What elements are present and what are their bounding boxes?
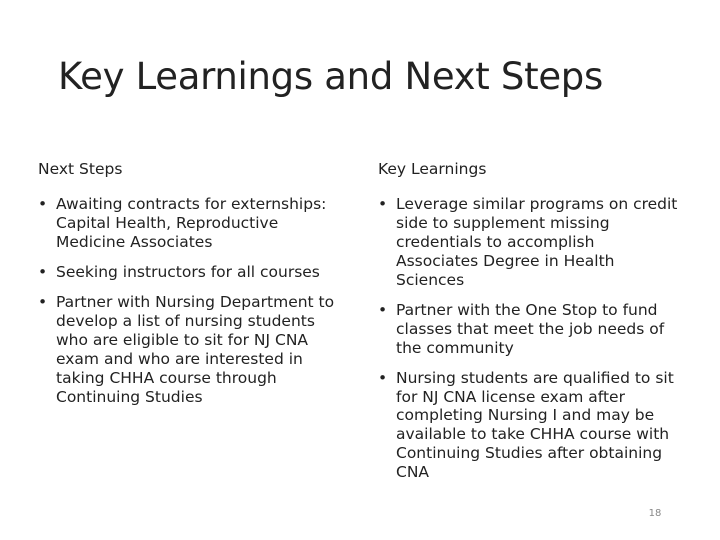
key-learnings-column	[378, 160, 678, 493]
bullet-text: Nursing students are qualified to sit for NJ CNA license exam after completing Nursing I and may be available to take CHHA course with Continuing Studies after obtaining CNA	[396, 368, 674, 482]
bullet-icon: •	[378, 195, 388, 214]
key-learnings-list	[378, 195, 678, 482]
list-item	[378, 369, 678, 482]
bullet-text: Partner with Nursing Department to develop a list of nursing students who are eligible to sit for NJ CNA exam and who are interested in taking CHHA course through Continuing Studies	[56, 293, 335, 406]
list-item	[378, 195, 678, 290]
bullet-text: Leverage similar programs on credit side to supplement missing credentials to accomplish Associates Degree in Health Sciences	[396, 195, 678, 289]
list-item	[378, 301, 678, 358]
bullet-text: Awaiting contracts for externships: Capital Health, Reproductive Medicine Associates	[56, 195, 327, 252]
bullet-text: Seeking instructors for all courses	[56, 263, 320, 282]
next-steps-column	[38, 160, 348, 417]
next-steps-heading: Next Steps	[38, 160, 123, 178]
list-item	[38, 263, 348, 282]
bullet-icon: •	[38, 195, 48, 214]
bullet-icon: •	[38, 263, 48, 282]
slide-title: Key Learnings and Next Steps	[58, 55, 603, 98]
list-item	[38, 195, 348, 252]
list-item	[38, 293, 348, 406]
next-steps-list	[38, 195, 348, 406]
page-number: 18	[648, 508, 662, 519]
bullet-icon: •	[378, 300, 388, 319]
bullet-icon: •	[38, 293, 48, 311]
key-learnings-heading: Key Learnings	[378, 160, 487, 178]
bullet-icon: •	[378, 368, 388, 387]
bullet-text: Partner with the One Stop to fund classes that meet the job needs of the community	[396, 300, 665, 357]
